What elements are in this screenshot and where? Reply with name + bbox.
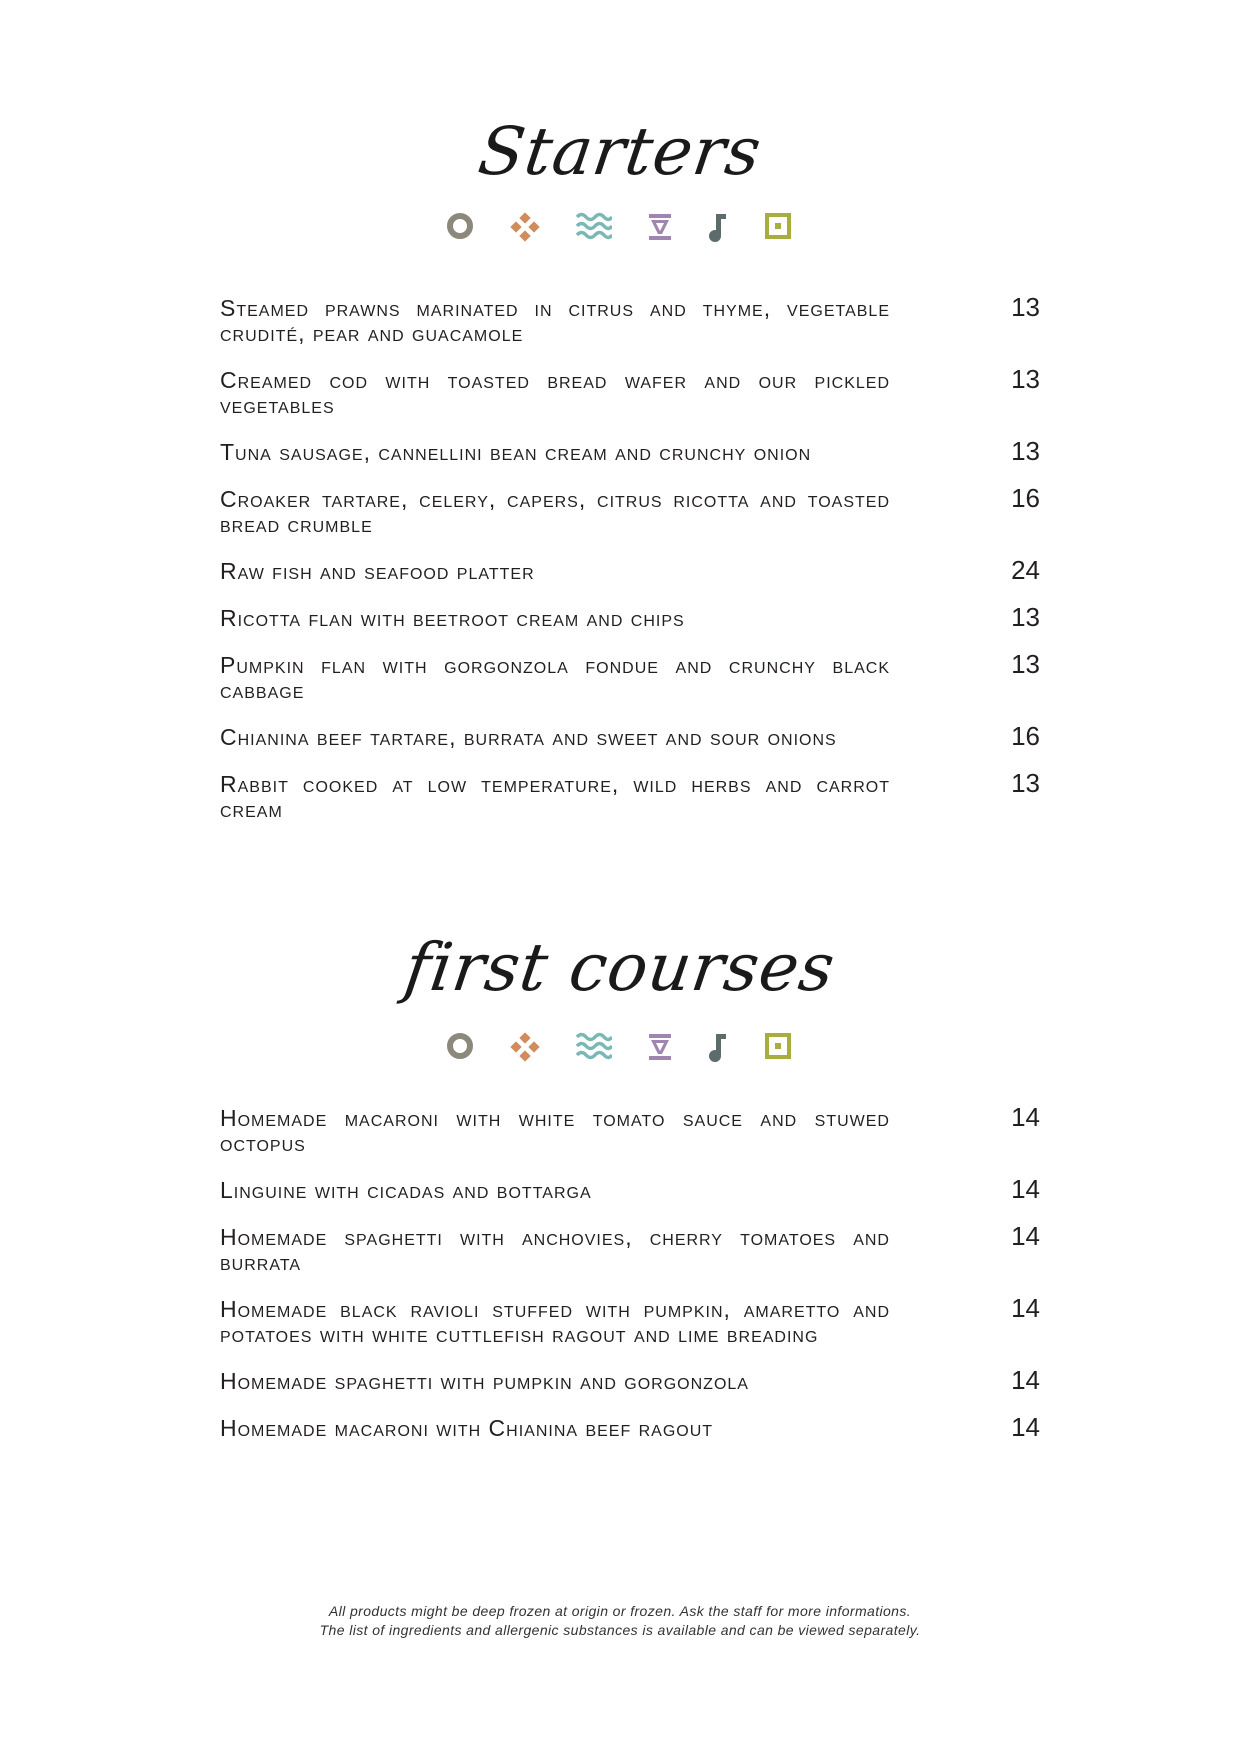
dish-price: 14 [1011, 1221, 1040, 1251]
dish-price: 24 [1011, 555, 1040, 585]
section-title-starters: Starters [473, 113, 767, 190]
dish-price: 14 [1011, 1174, 1040, 1204]
menu-item [220, 364, 1040, 418]
dish-name: Chianina beef tartare, burrata and sweet and sour onions [220, 724, 837, 750]
menu-item [220, 768, 1040, 822]
footnote-line: The list of ingredients and allergenic substances is available and can be viewed separately. [319, 1622, 921, 1638]
allergen-footnote [0, 1602, 1240, 1640]
dish-name: Pumpkin flan with gorgonzola fondue and crunchy black cabbage [220, 652, 890, 703]
dish-price: 13 [1011, 768, 1040, 798]
menu-item [220, 555, 1040, 585]
waves-icon [576, 1032, 612, 1060]
menu-item [220, 1174, 1040, 1204]
icon-row [0, 1032, 1240, 1072]
dish-name: Raw fish and seafood platter [220, 558, 535, 584]
dish-name: Ricotta flan with beetroot cream and chips [220, 605, 685, 631]
dish-price: 13 [1011, 436, 1040, 466]
first-courses-list [220, 1102, 1040, 1463]
circle-icon [446, 1032, 474, 1060]
footnote-line: All products might be deep frozen at origin or frozen. Ask the staff for more informations. [328, 1603, 912, 1619]
section-title-first-courses: first courses [400, 929, 840, 1006]
menu-item [220, 436, 1040, 466]
icon-row [0, 212, 1240, 252]
dish-price: 14 [1011, 1412, 1040, 1442]
circle-icon [446, 212, 474, 240]
dish-price: 13 [1011, 364, 1040, 394]
diamond-cluster-icon [510, 1032, 540, 1062]
cocktail-glass-icon [648, 212, 672, 242]
dish-price: 16 [1011, 721, 1040, 751]
dish-price: 14 [1011, 1293, 1040, 1323]
dish-name: Homemade macaroni with white tomato sauce and stuwed octopus [220, 1105, 890, 1156]
music-note-icon [706, 212, 728, 242]
dish-name: Croaker tartare, celery, capers, citrus ricotta and toasted bread crumble [220, 486, 890, 537]
menu-item [220, 1412, 1040, 1442]
dish-name: Rabbit cooked at low temperature, wild herbs and carrot cream [220, 771, 890, 822]
menu-item [220, 483, 1040, 537]
menu-item [220, 1293, 1040, 1347]
dish-price: 14 [1011, 1102, 1040, 1132]
menu-item [220, 292, 1040, 346]
dish-price: 13 [1011, 602, 1040, 632]
starters-list [220, 292, 1040, 844]
square-dot-icon [764, 1032, 792, 1060]
dish-price: 16 [1011, 483, 1040, 513]
square-dot-icon [764, 212, 792, 240]
dish-name: Homemade macaroni with Chianina beef ragout [220, 1415, 714, 1441]
menu-item [220, 602, 1040, 632]
music-note-icon [706, 1032, 728, 1062]
dish-name: Creamed cod with toasted bread wafer and our pickled vegetables [220, 367, 890, 418]
dish-price: 13 [1011, 292, 1040, 322]
menu-item [220, 1102, 1040, 1156]
dish-name: Homemade spaghetti with anchovies, cherry tomatoes and burrata [220, 1224, 890, 1275]
dish-price: 14 [1011, 1365, 1040, 1395]
waves-icon [576, 212, 612, 240]
dish-name: Tuna sausage, cannellini bean cream and crunchy onion [220, 439, 812, 465]
menu-item [220, 649, 1040, 703]
dish-name: Steamed prawns marinated in citrus and thyme, vegetable crudité, pear and guacamole [220, 295, 890, 346]
dish-name: Homemade black ravioli stuffed with pumpkin, amaretto and potatoes with white cuttlefish ragout and lime breading [220, 1296, 890, 1347]
dish-price: 13 [1011, 649, 1040, 679]
dish-name: Linguine with cicadas and bottarga [220, 1177, 592, 1203]
dish-name: Homemade spaghetti with pumpkin and gorgonzola [220, 1368, 749, 1394]
menu-item [220, 1365, 1040, 1395]
menu-item [220, 721, 1040, 751]
menu-item [220, 1221, 1040, 1275]
diamond-cluster-icon [510, 212, 540, 242]
cocktail-glass-icon [648, 1032, 672, 1062]
